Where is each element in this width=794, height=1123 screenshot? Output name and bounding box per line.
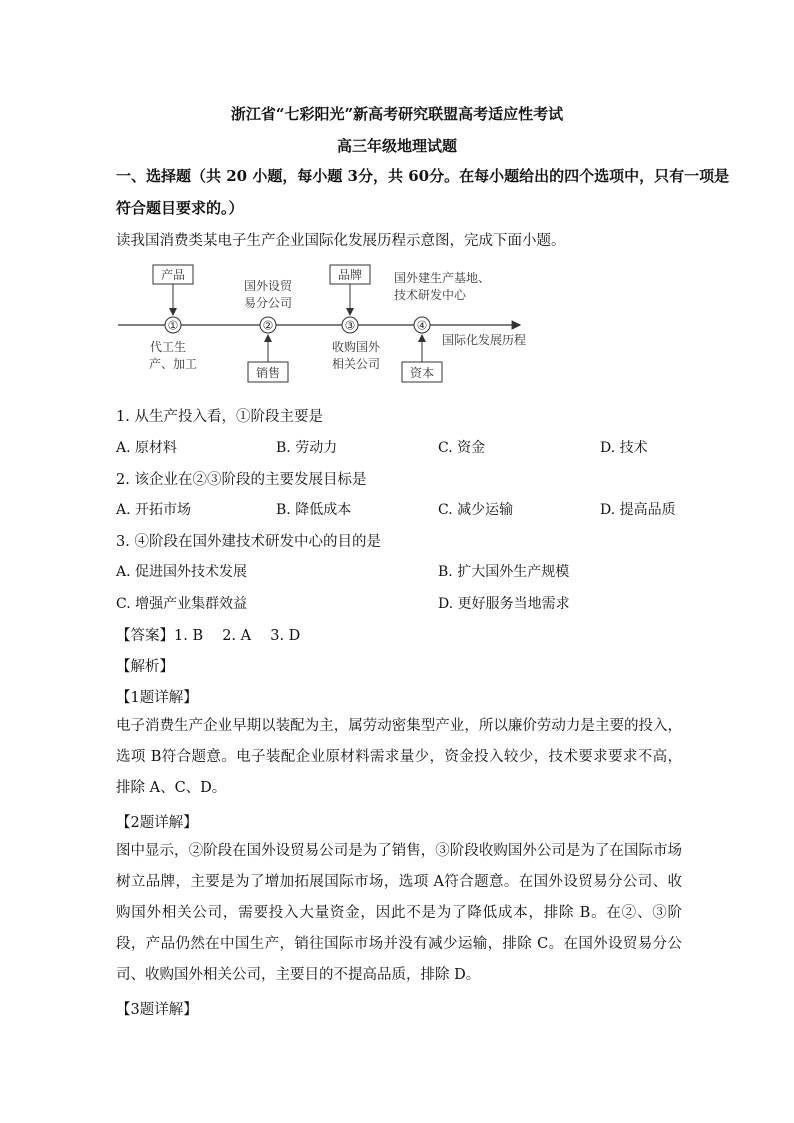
base-label-line1: 国外建生产基地、 xyxy=(394,271,491,285)
question-1-option-a: A. 原材料 xyxy=(116,440,178,456)
q1-detail-label: 【1题详解】 xyxy=(116,690,198,706)
process-label: 国际化发展历程 xyxy=(442,333,527,347)
question-2-option-d: D. 提高品质 xyxy=(600,502,676,518)
section-intro: 读我国消费类某电子生产企业国际化发展历程示意图，完成下面小题。 xyxy=(116,233,566,249)
stage-3-label: ③ xyxy=(344,318,356,333)
sales-box-label: 销售 xyxy=(255,366,281,380)
acquire-label-line1: 收购国外 xyxy=(331,340,381,354)
stage-2-label: ② xyxy=(262,318,274,333)
brand-box-label: 品牌 xyxy=(337,268,363,282)
question-2-stem: 2. 该企业在②③阶段的主要发展目标是 xyxy=(116,472,367,488)
q2-detail-text: 图中显示，②阶段在国外设贸易公司是为了销售，③阶段收购国外公司是为了在国际市场树立品牌，主要是为了增加拓展国际市场，选项 A符合题意。在国外设贸易分公司、收购国外相关公司，需要投入大量资金，因此不是为了降低成本，排除 B。在②、③阶段，产品仍然在中国生产，销往国际市场并没有减少运输，排除 C。在国外设贸易分公司、收购国外相关公司，主要目的不提高品质，排除 D。 xyxy=(116,843,682,983)
acquire-label-line2: 相关公司 xyxy=(331,357,381,371)
stage-1-label: ① xyxy=(167,318,179,333)
base-label-line2: 技术研发中心 xyxy=(394,288,467,302)
capital-box-label: 资本 xyxy=(409,366,435,380)
question-1-option-b: B. 劳动力 xyxy=(276,440,338,456)
section-heading-line1: 一、选择题（共 20 小题，每小题 3分，共 60分。在每小题给出的四个选项中，只有一项是 xyxy=(116,167,730,185)
stage-4-label: ④ xyxy=(416,318,428,333)
question-2-option-a: A. 开拓市场 xyxy=(116,502,192,518)
question-1-stem: 1. 从生产投入看，①阶段主要是 xyxy=(116,409,323,425)
q1-detail-text: 电子消费生产企业早期以装配为主，属劳动密集型产业，所以廉价劳动力是主要的投入，选项 B符合题意。电子装配企业原材料需求量少，资金投入较少，技术要求要求不高，排除 A、C、D。 xyxy=(116,718,682,796)
question-3-option-d: D. 更好服务当地需求 xyxy=(438,596,570,612)
page-title: 浙江省“七彩阳光”新高考研究联盟高考适应性考试 xyxy=(230,105,564,123)
question-3-option-c: C. 增强产业集群效益 xyxy=(116,596,248,612)
page-subtitle: 高三年级地理试题 xyxy=(336,137,457,155)
q2-detail-label: 【2题详解】 xyxy=(116,815,198,831)
question-3-option-b: B. 扩大国外生产规模 xyxy=(438,564,570,580)
q3-detail-label: 【3题详解】 xyxy=(116,1002,198,1018)
development-process-diagram xyxy=(116,262,546,392)
trade-label-line2: 易分公司 xyxy=(243,296,293,310)
question-2-option-b: B. 降低成本 xyxy=(276,502,352,518)
question-1-option-c: C. 资金 xyxy=(438,440,486,456)
oem-label-line2: 产、加工 xyxy=(148,357,198,371)
question-3-stem: 3. ④阶段在国外建技术研发中心的目的是 xyxy=(116,534,381,550)
analysis-label: 【解析】 xyxy=(116,659,174,675)
answer-line: 【答案】1. B 2. A 3. D xyxy=(116,628,301,644)
question-3-option-a: A. 促进国外技术发展 xyxy=(116,564,248,580)
product-box-label: 产品 xyxy=(160,268,186,282)
question-1-option-d: D. 技术 xyxy=(600,440,648,456)
section-heading-line2: 符合题目要求的。） xyxy=(116,199,244,217)
trade-label-line1: 国外设贸 xyxy=(243,279,293,293)
oem-label-line1: 代工生 xyxy=(149,340,187,354)
question-2-option-c: C. 减少运输 xyxy=(438,502,514,518)
